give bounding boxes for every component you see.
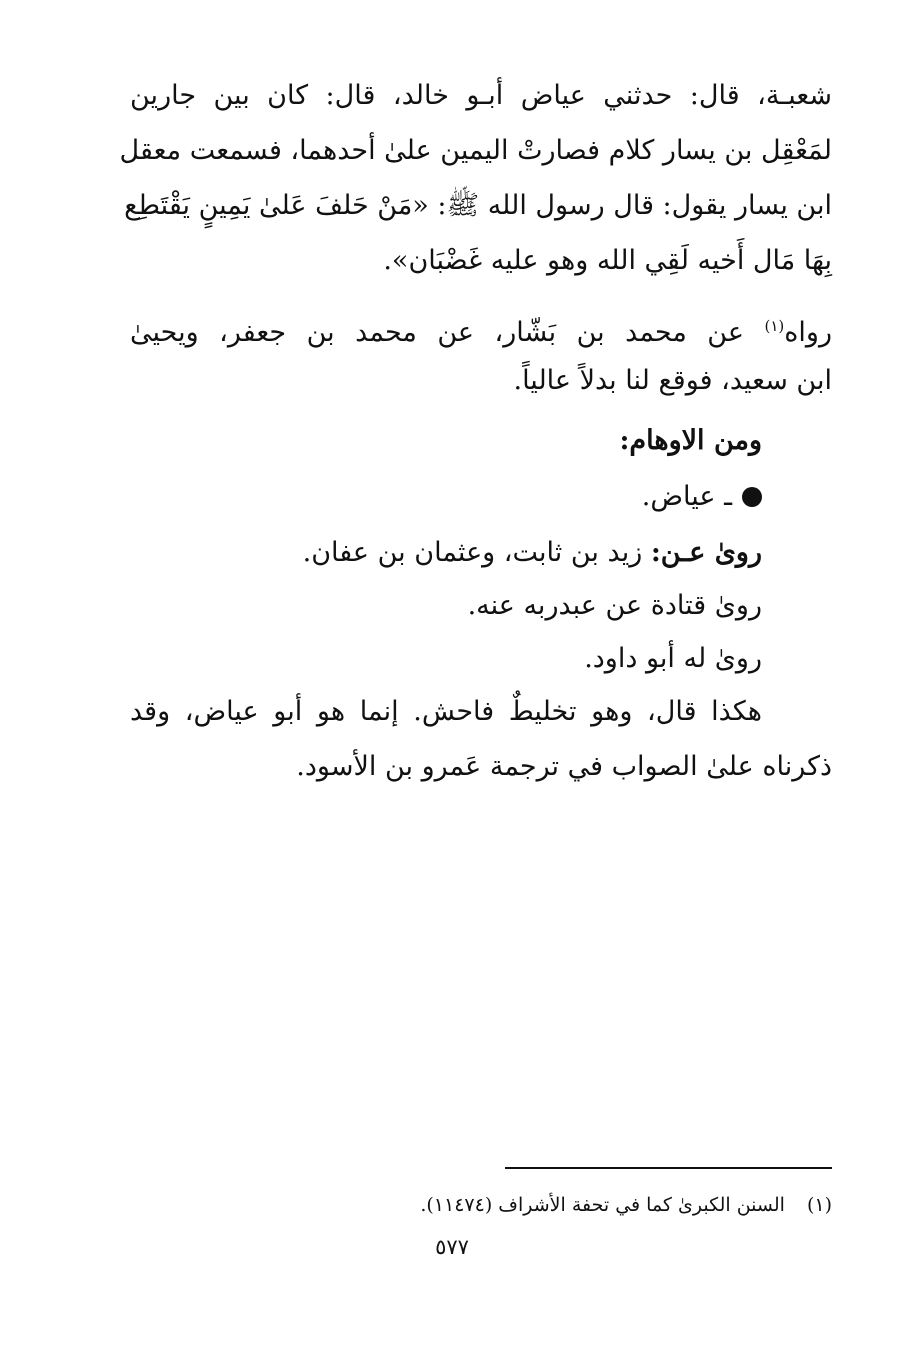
footnote-divider (505, 1167, 832, 1169)
bullet-entry (642, 477, 762, 517)
riwaya-line (303, 533, 762, 573)
abudawud-line: روىٰ له أبو داود. (584, 643, 762, 674)
para2-line1-before: رواه (784, 317, 832, 348)
footnote-reference: (١) (764, 317, 785, 335)
para2-line1 (130, 306, 832, 353)
section-heading: ومن الاوهام: (619, 425, 762, 456)
para3-line1-text: هكذا قال، وهو تخليطٌ فاحش. إنما هو أبو عياض، وقد (130, 696, 762, 727)
riwaya-label: روىٰ عـن: (650, 537, 762, 568)
para1-line4: بِهَا مَال أَخيه لَقِي الله وهو عليه غَضْبَان». (383, 245, 832, 276)
bullet-text: ـ عياض. (641, 481, 732, 512)
para2-line1-after: عن محمد بن بَشّار، عن محمد بن جعفر، ويحيىٰ (130, 317, 765, 348)
page-number: ٥٧٧ (435, 1235, 469, 1259)
bullet-icon (742, 487, 762, 507)
footnote-number: (١) (806, 1194, 832, 1216)
footnote-text: السنن الكبرىٰ كما في تحفة الأشراف (١١٤٧٤). (420, 1194, 785, 1216)
riwaya-text: زيد بن ثابت، وعثمان بن عفان. (302, 537, 651, 568)
para1-line1: شعبـة، قال: حدثني عياض أبـو خالد، قال: كان بين جارين (130, 80, 832, 111)
para3-line2: ذكرناه علىٰ الصواب في ترجمة عَمرو بن الأسود. (296, 751, 832, 782)
para3-line1 (130, 692, 832, 732)
para1-line3: ابن يسار يقول: قال رسول الله ﷺ: «مَنْ حَلفَ عَلىٰ يَمِينٍ يَقْتَطِع (124, 190, 832, 221)
footnote (420, 1190, 832, 1220)
para1-line2: لمَعْقِل بن يسار كلام فصارتْ اليمين علىٰ أحدهما، فسمعت معقل (119, 135, 832, 166)
qatada-line: روىٰ قتادة عن عبدربه عنه. (467, 590, 762, 621)
para2-line2: ابن سعيد، فوقع لنا بدلاً عالياً. (513, 365, 832, 396)
